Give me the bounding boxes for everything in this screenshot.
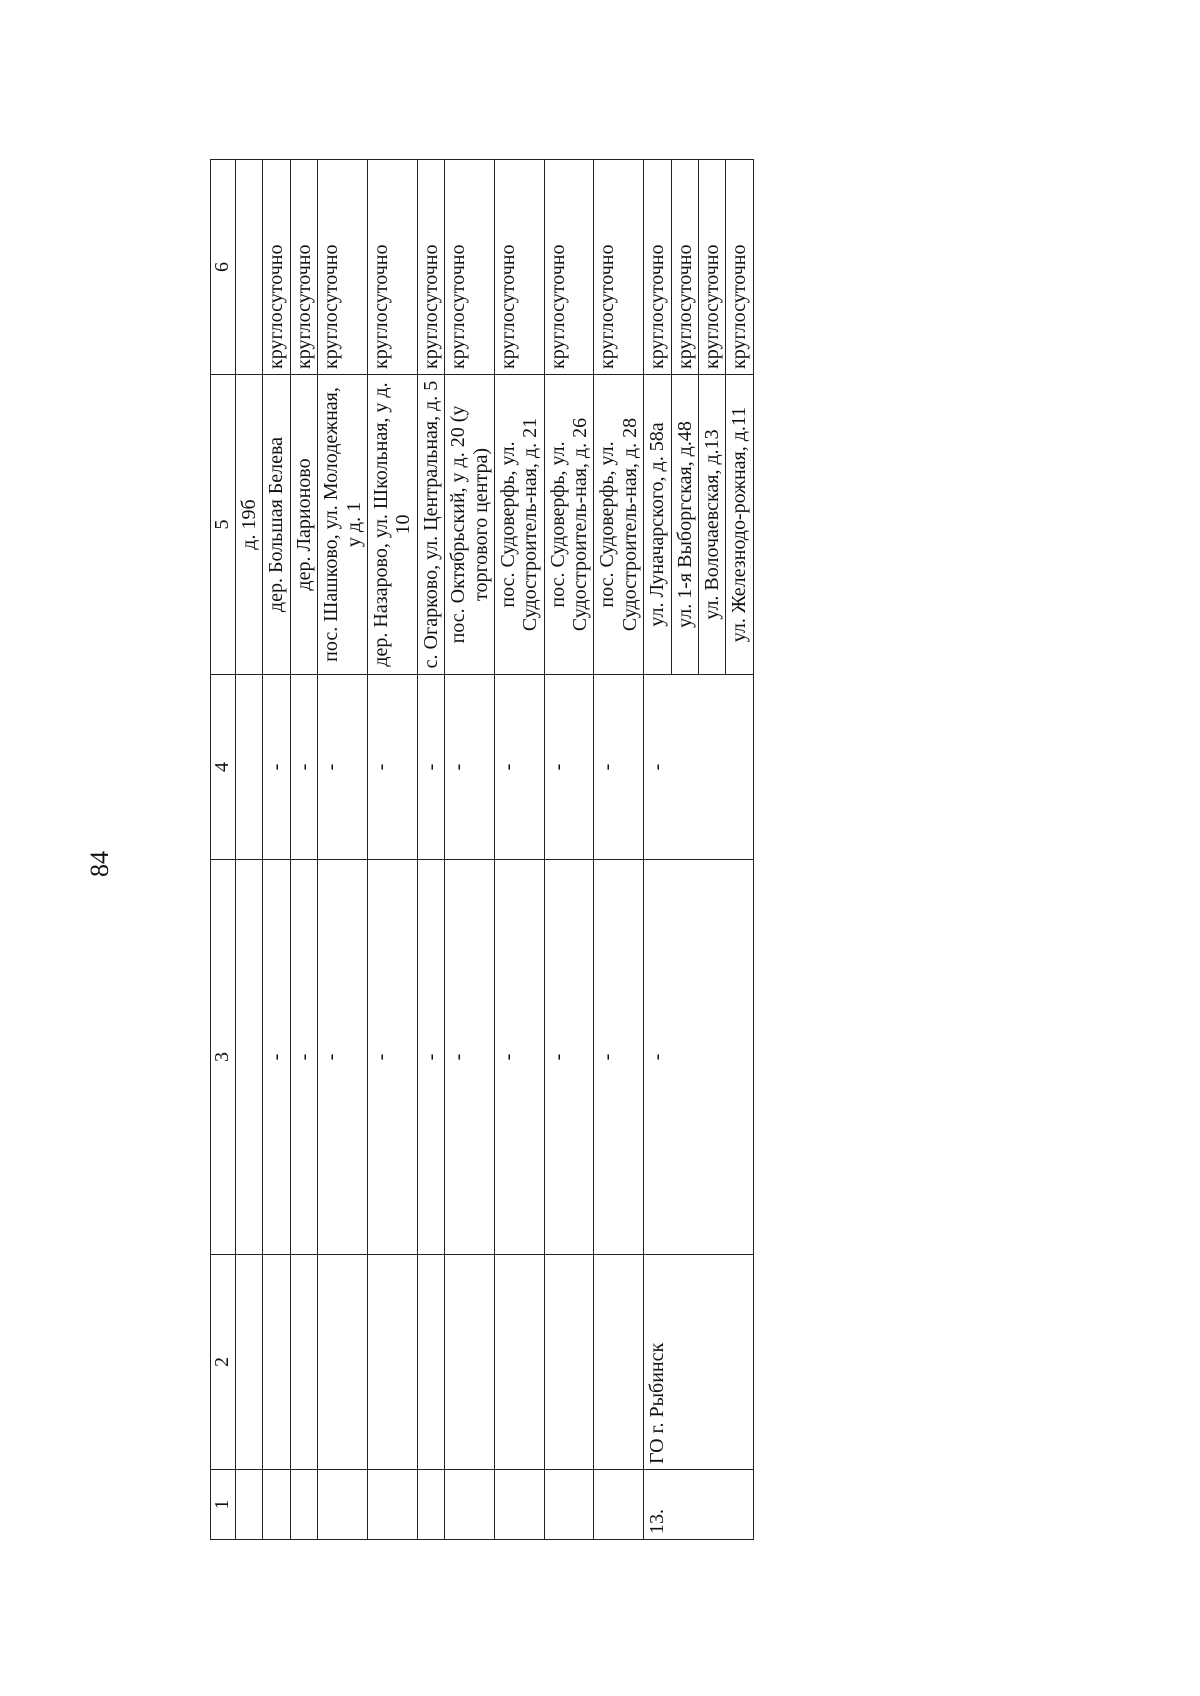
- cell-address: ул. 1-я Выборгская, д.48: [671, 375, 698, 675]
- cell-hours: круглосуточно: [417, 160, 444, 375]
- cell-district: [417, 1255, 444, 1470]
- cell-address: ул. Железнодо-рожная, д.11: [726, 375, 753, 675]
- cell-district: [494, 1255, 544, 1470]
- cell-hours: круглосуточно: [445, 160, 495, 375]
- data-table: [210, 159, 754, 1540]
- cell-col4: -: [290, 675, 317, 860]
- cell-col3: -: [445, 860, 495, 1255]
- cell-hours: круглосуточно: [726, 160, 753, 375]
- cell-col4: [236, 675, 263, 860]
- cell-district: ГО г. Рыбинск: [644, 1255, 754, 1470]
- cell-col4: -: [544, 675, 594, 860]
- cell-num: [544, 1470, 594, 1540]
- cell-col4: -: [445, 675, 495, 860]
- cell-district: [263, 1255, 290, 1470]
- cell-col4: -: [367, 675, 417, 860]
- cell-district: [445, 1255, 495, 1470]
- cell-col4: -: [318, 675, 368, 860]
- table-row: [445, 160, 495, 1540]
- cell-num: [367, 1470, 417, 1540]
- cell-num: [494, 1470, 544, 1540]
- cell-col4: -: [494, 675, 544, 860]
- column-header: 4: [211, 675, 236, 860]
- cell-address: пос. Октябрьский, у д. 20 (у торгового центра): [445, 375, 495, 675]
- cell-district: [290, 1255, 317, 1470]
- cell-col4: -: [263, 675, 290, 860]
- cell-district: [236, 1255, 263, 1470]
- table-row: [644, 160, 671, 1540]
- cell-col4: -: [594, 675, 644, 860]
- cell-col3: -: [594, 860, 644, 1255]
- cell-address: с. Огарково, ул. Центральная, д. 5: [417, 375, 444, 675]
- cell-col3: -: [417, 860, 444, 1255]
- cell-num: [318, 1470, 368, 1540]
- cell-district: [594, 1255, 644, 1470]
- table-row: [594, 160, 644, 1540]
- cell-col3: -: [290, 860, 317, 1255]
- cell-hours: круглосуточно: [644, 160, 671, 375]
- cell-address: пос. Судоверфь, ул. Судостроитель-ная, д. 28: [594, 375, 644, 675]
- cell-num: [417, 1470, 444, 1540]
- cell-address: дер. Ларионово: [290, 375, 317, 675]
- cell-num: [236, 1470, 263, 1540]
- cell-district: [544, 1255, 594, 1470]
- cell-num: [290, 1470, 317, 1540]
- table-row: [494, 160, 544, 1540]
- table-row: [290, 160, 317, 1540]
- column-header: 3: [211, 860, 236, 1255]
- cell-address: ул. Волочаевская, д.13: [699, 375, 726, 675]
- table-row: [367, 160, 417, 1540]
- cell-col3: [236, 860, 263, 1255]
- table-row: [263, 160, 290, 1540]
- cell-num: [594, 1470, 644, 1540]
- cell-hours: круглосуточно: [263, 160, 290, 375]
- page-number: 84: [85, 851, 114, 877]
- cell-col3: -: [644, 860, 754, 1255]
- cell-district: [367, 1255, 417, 1470]
- cell-address: дер. Назарово, ул. Школьная, у д. 10: [367, 375, 417, 675]
- cell-hours: круглосуточно: [671, 160, 698, 375]
- cell-num: [445, 1470, 495, 1540]
- table-row: [236, 160, 263, 1540]
- table-row: [417, 160, 444, 1540]
- cell-address: пос. Шашково, ул. Молодежная, у д. 1: [318, 375, 368, 675]
- column-header: 6: [211, 160, 236, 375]
- cell-hours: круглосуточно: [494, 160, 544, 375]
- table-header-row: [211, 160, 236, 1540]
- cell-district: [318, 1255, 368, 1470]
- column-header: 1: [211, 1470, 236, 1540]
- cell-col3: -: [367, 860, 417, 1255]
- table-row: [544, 160, 594, 1540]
- cell-col3: -: [544, 860, 594, 1255]
- cell-hours: круглосуточно: [318, 160, 368, 375]
- cell-hours: круглосуточно: [367, 160, 417, 375]
- cell-hours: круглосуточно: [594, 160, 644, 375]
- cell-hours: [236, 160, 263, 375]
- cell-address: пос. Судоверфь, ул. Судостроитель-ная, д. 26: [544, 375, 594, 675]
- cell-hours: круглосуточно: [544, 160, 594, 375]
- cell-col3: -: [318, 860, 368, 1255]
- cell-address: дер. Большая Белева: [263, 375, 290, 675]
- rotated-table-container: [210, 160, 1160, 1540]
- cell-address: ул. Луначарского, д. 58а: [644, 375, 671, 675]
- cell-hours: круглосуточно: [290, 160, 317, 375]
- table-row: [318, 160, 368, 1540]
- column-header: 2: [211, 1255, 236, 1470]
- cell-col4: -: [417, 675, 444, 860]
- cell-address: пос. Судоверфь, ул. Судостроитель-ная, д. 21: [494, 375, 544, 675]
- cell-col3: -: [263, 860, 290, 1255]
- cell-num: [263, 1470, 290, 1540]
- cell-hours: круглосуточно: [699, 160, 726, 375]
- cell-col3: -: [494, 860, 544, 1255]
- cell-col4: -: [644, 675, 754, 860]
- column-header: 5: [211, 375, 236, 675]
- cell-address: д. 19б: [236, 375, 263, 675]
- cell-num: 13.: [644, 1470, 754, 1540]
